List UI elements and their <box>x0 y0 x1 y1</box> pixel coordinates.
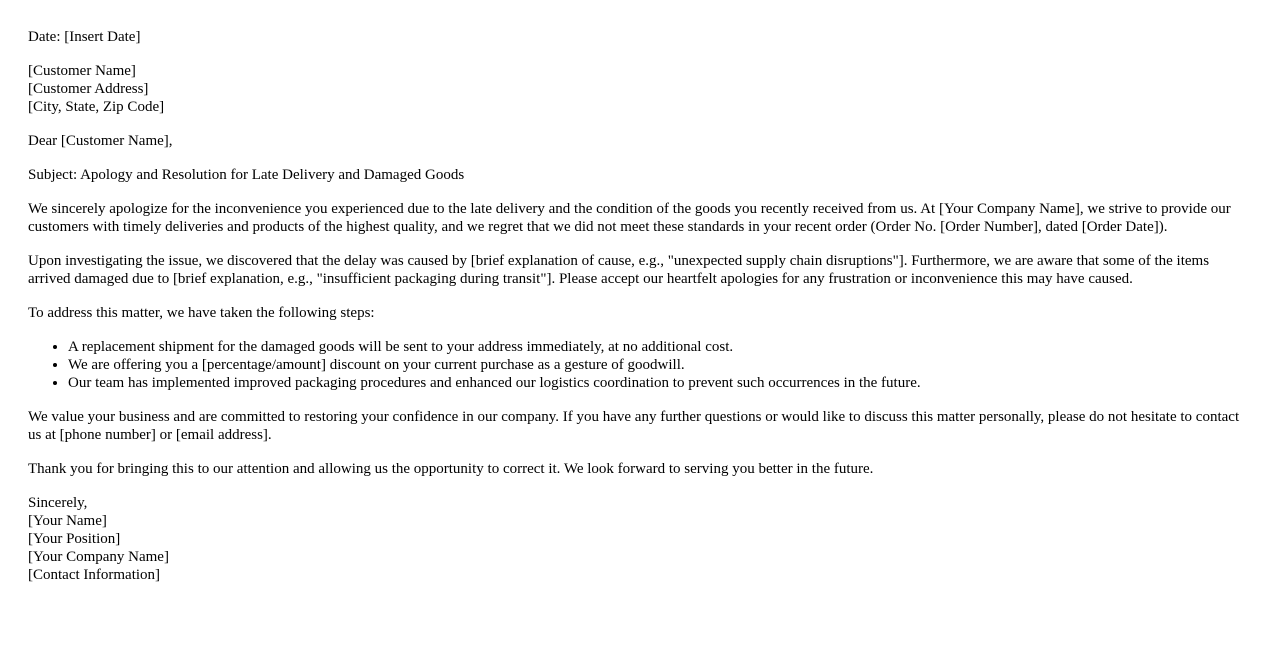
recipient-address: [Customer Address] <box>28 81 149 97</box>
subject-line: Subject: Apology and Resolution for Late Delivery and Damaged Goods <box>28 167 465 183</box>
thanks-paragraph: Thank you for bringing this to our attention and allowing us the opportunity to correct it. We look forward to serving you better in the future. <box>28 461 874 477</box>
sender-name: [Your Name] <box>28 513 107 529</box>
steps-list <box>28 338 1254 392</box>
recipient-block <box>28 62 1254 116</box>
valediction: Sincerely, <box>28 495 88 511</box>
list-item: • We are offering you a [percentage/amount] discount on your current purchase as a gesture of goodwill. <box>68 356 1254 374</box>
sender-position: [Your Position] <box>28 531 121 547</box>
signature-block <box>28 494 1254 584</box>
salutation: Dear [Customer Name], <box>28 133 173 149</box>
list-item: • A replacement shipment for the damaged goods will be sent to your address immediately, at no additional cost. <box>68 338 1254 356</box>
list-item: • Our team has implemented improved packaging procedures and enhanced our logistics coordination to prevent such occurrences in the future. <box>68 374 1254 392</box>
value-paragraph: We value your business and are committed to restoring your confidence in our company. If you have any further questions or would like to discuss this matter personally, please do not hesitate to contact us at [phone number] or [email address]. <box>28 409 1240 443</box>
letter <box>28 28 1254 600</box>
recipient-city-state-zip: [City, State, Zip Code] <box>28 99 165 115</box>
apology-paragraph: We sincerely apologize for the inconvenience you experienced due to the late delivery and the condition of the goods you recently received from us. At [Your Company Name], we strive to provide our customers with timely deliveries and products of the highest quality, and we regret that we did not meet these standards in your recent order (Order No. [Order Number], dated [Order Date]). <box>28 201 1231 235</box>
sender-contact: [Contact Information] <box>28 567 161 583</box>
steps-intro: To address this matter, we have taken the following steps: <box>28 305 375 321</box>
letter-date: Date: [Insert Date] <box>28 29 141 45</box>
sender-company: [Your Company Name] <box>28 549 169 565</box>
investigation-paragraph: Upon investigating the issue, we discovered that the delay was caused by [brief explanation of cause, e.g., "unexpected supply chain disruptions"]. Furthermore, we are aware that some of the items arrived damaged due to [brief explanation, e.g., "insufficient packaging during transit"]. Please accept our heartfelt apologies for any frustration or inconvenience this may have caused. <box>28 253 1210 287</box>
recipient-name: [Customer Name] <box>28 63 136 79</box>
